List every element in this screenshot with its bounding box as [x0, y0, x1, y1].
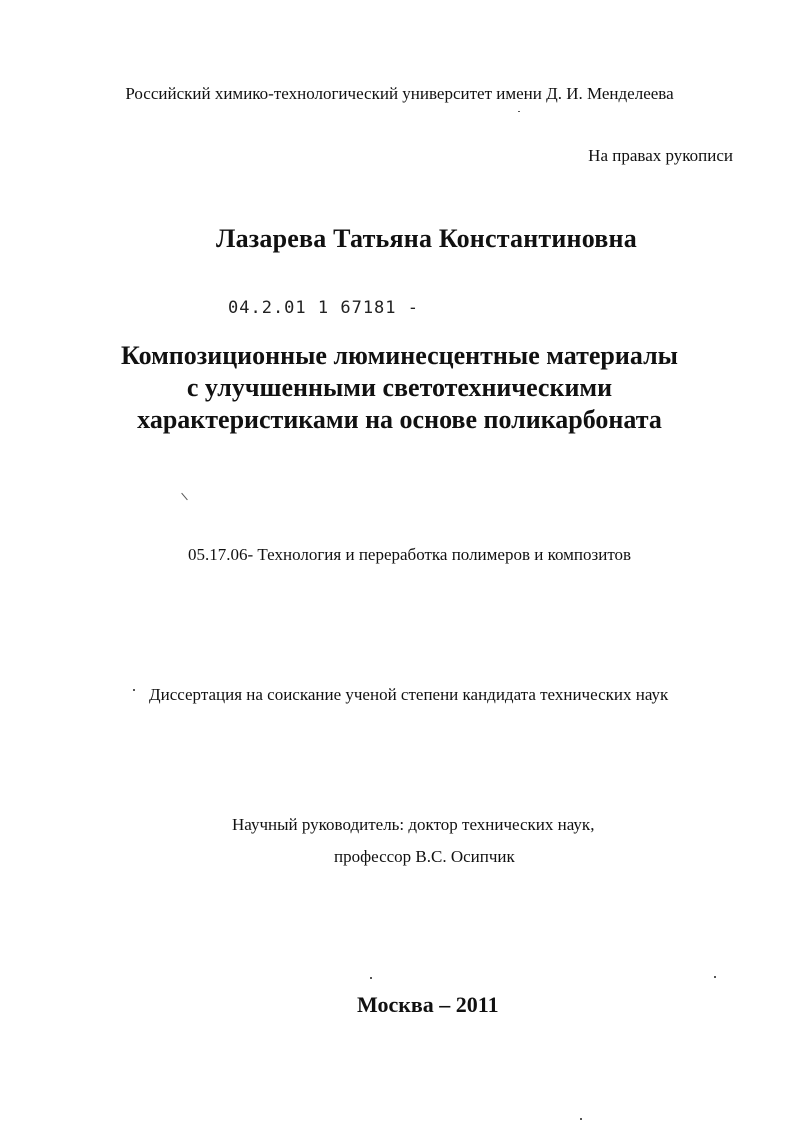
title-line-3: характеристиками на основе поликарбоната [137, 405, 662, 434]
supervisor-title: Научный руководитель: доктор технических наук, [232, 815, 595, 834]
dissertation-degree: Диссертация на соискание ученой степени кандидата технических наук [149, 685, 669, 704]
author-name: Лазарева Татьяна Константиновна [216, 224, 637, 253]
rights-note: На правах рукописи [588, 146, 733, 165]
scan-speck [714, 976, 716, 978]
registry-number: 04.2.01 1 67181 - [228, 298, 419, 318]
university-name: Российский химико-технологический университет имени Д. И. Менделеева [125, 84, 674, 103]
dissertation-title [0, 340, 799, 436]
scan-speck [133, 689, 135, 691]
scan-speck [580, 1118, 582, 1120]
title-line-1: Композиционные люминесцентные материалы [121, 341, 678, 370]
supervisor-name: профессор В.С. Осипчик [334, 847, 515, 866]
scan-speck [181, 493, 188, 501]
title-line-2: с улучшенными светотехническими [186, 373, 613, 402]
scan-speck [370, 977, 372, 979]
city-year: Москва – 2011 [357, 992, 499, 1017]
specialty-code: 05.17.06- Технология и переработка полимеров и композитов [188, 545, 632, 564]
scan-speck [518, 111, 520, 112]
